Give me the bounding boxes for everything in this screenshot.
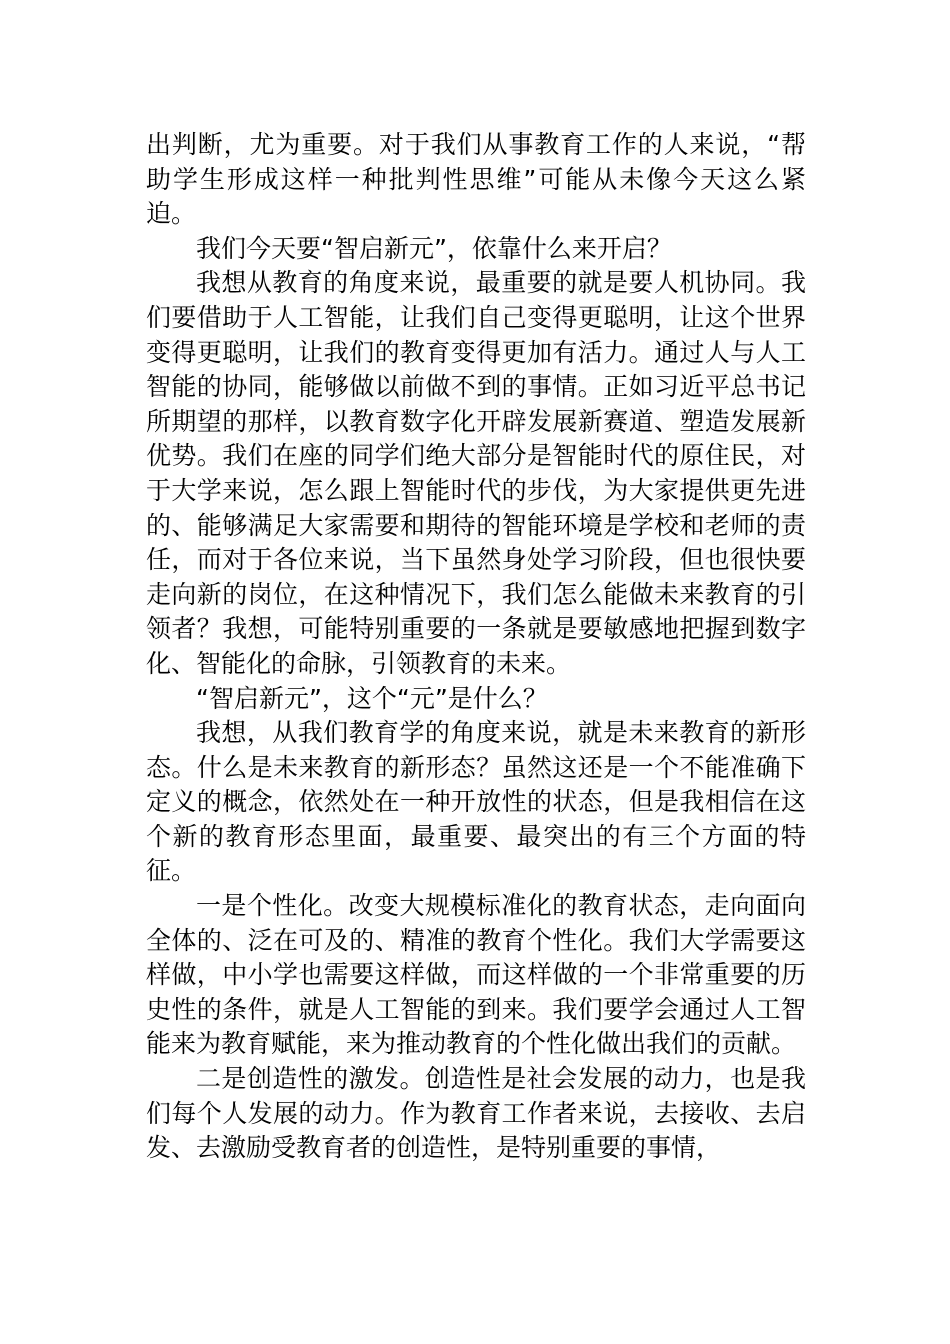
paragraph-question-how-to-open: 我们今天要“智启新元”，依靠什么来开启？ — [196, 233, 672, 263]
paragraph-question-what-is-yuan: “智启新元”，这个“元”是什么？ — [196, 683, 548, 713]
paragraph-new-education-form: 我想，从我们教育学的角度来说，就是未来教育的新形态。什么是未来教育的新形态？虽然这还是一个不能准确下定义的概念，依然处在一种开放性的状态，但是我相信在这个新的教育形态里面，最重要、最突出的有三个方面的特征。 — [146, 718, 806, 886]
paragraph-creativity: 二是创造性的激发。创造性是社会发展的动力，也是我们每个人发展的动力。作为教育工作者来说，去接收、去启发、去激励受教育者的创造性，是特别重要的事情， — [146, 1064, 806, 1163]
paragraph-human-machine-collaboration: 我想从教育的角度来说，最重要的就是要人机协同。我们要借助于人工智能，让我们自己变得更聪明，让这个世界变得更聪明，让我们的教育变得更加有活力。通过人与人工智能的协同，能够做以前做不到的事情。正如习近平总书记所期望的那样，以教育数字化开辟发展新赛道、塑造发展新优势。我们在座的同学们绝大部分是智能时代的原住民，对于大学来说，怎么跟上智能时代的步伐，为大家提供更先进的、能够满足大家需要和期待的智能环境是学校和老师的责任，而对于各位来说，当下虽然身处学习阶段，但也很快要走向新的岗位，在这种情况下，我们怎么能做未来教育的引领者？我想，可能特别重要的一条就是要敏感地把握到数字化、智能化的命脉，引领教育的未来。 — [146, 268, 806, 678]
paragraph-personalization: 一是个性化。改变大规模标准化的教育状态，走向面向全体的、泛在可及的、精准的教育个性化。我们大学需要这样做，中小学也需要这样做，而这样做的一个非常重要的历史性的条件，就是人工智能的到来。我们要学会通过人工智能来为教育赋能，来为推动教育的个性化做出我们的贡献。 — [146, 891, 806, 1059]
paragraph-critical-thinking: 出判断，尤为重要。对于我们从事教育工作的人来说，“帮助学生形成这样一种批判性思维”可能从未像今天这么紧迫。 — [146, 130, 806, 229]
document-body — [146, 128, 806, 1166]
